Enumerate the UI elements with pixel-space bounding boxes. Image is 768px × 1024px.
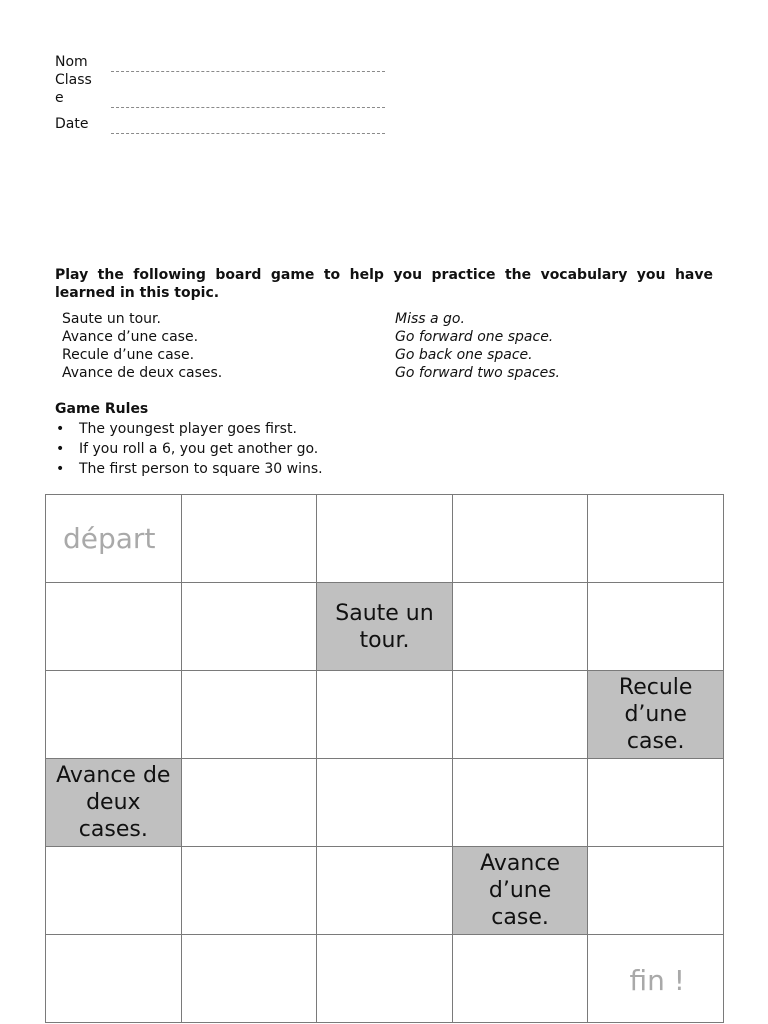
board-cell-forward-one: Avance d’une case.	[453, 847, 589, 935]
rule-text: The first person to square 30 wins.	[79, 461, 323, 477]
vocab-english: Go forward one space.	[395, 329, 554, 345]
board-cell	[182, 935, 318, 1023]
board-cell	[182, 847, 318, 935]
vocab-french: Saute un tour.	[62, 311, 161, 327]
board-cell	[588, 847, 724, 935]
board-cell	[317, 759, 453, 847]
board-cell-back-one: Recule d’une case.	[588, 671, 724, 759]
vocab-row	[62, 328, 722, 346]
vocab-english: Miss a go.	[395, 311, 465, 327]
board-cell	[317, 847, 453, 935]
class-line	[111, 107, 385, 108]
board-cell	[588, 495, 724, 583]
rule-text: The youngest player goes first.	[79, 421, 297, 437]
vocab-english: Go forward two spaces.	[395, 365, 561, 381]
instructions: Play the following board game to help you practice the vocabulary you have learned in this topic.	[55, 267, 713, 301]
name-label: Nom	[55, 54, 88, 70]
bullet-icon: •	[56, 441, 65, 457]
board-cell	[46, 671, 182, 759]
rule-item	[55, 419, 323, 439]
board-cell	[182, 495, 318, 583]
game-board	[45, 494, 724, 1023]
rules-heading: Game Rules	[55, 401, 149, 417]
board-cell	[317, 671, 453, 759]
board-cell	[182, 759, 318, 847]
vocab-row	[62, 364, 722, 382]
board-cell	[588, 583, 724, 671]
rules-list	[55, 419, 323, 479]
board-cell-finish: fin !	[588, 935, 724, 1023]
bullet-icon: •	[56, 461, 65, 477]
board-cell	[46, 583, 182, 671]
board-cell	[182, 671, 318, 759]
rule-item	[55, 439, 323, 459]
board-cell-miss-a-go: Saute un tour.	[317, 583, 453, 671]
board-cell	[453, 583, 589, 671]
board-cell	[182, 583, 318, 671]
board-cell-start: départ	[46, 495, 182, 583]
date-label: Date	[55, 116, 89, 132]
board-cell	[453, 495, 589, 583]
vocab-row	[62, 346, 722, 364]
vocab-french: Recule d’une case.	[62, 347, 195, 363]
board-cell	[588, 759, 724, 847]
bullet-icon: •	[56, 421, 65, 437]
vocab-french: Avance d’une case.	[62, 329, 199, 345]
board-cell	[453, 759, 589, 847]
vocab-english: Go back one space.	[395, 347, 533, 363]
vocab-row	[62, 310, 722, 328]
board-cell	[317, 935, 453, 1023]
class-label: Class e	[55, 72, 92, 106]
vocab-french: Avance de deux cases.	[62, 365, 223, 381]
vocabulary-list	[62, 310, 722, 382]
board-cell	[46, 935, 182, 1023]
board-cell	[46, 847, 182, 935]
board-cell	[453, 671, 589, 759]
date-line	[111, 133, 385, 134]
rule-text: If you roll a 6, you get another go.	[79, 441, 319, 457]
rule-item	[55, 459, 323, 479]
board-cell	[317, 495, 453, 583]
name-line	[111, 71, 385, 72]
board-cell	[453, 935, 589, 1023]
board-cell-forward-two: Avance de deux cases.	[46, 759, 182, 847]
